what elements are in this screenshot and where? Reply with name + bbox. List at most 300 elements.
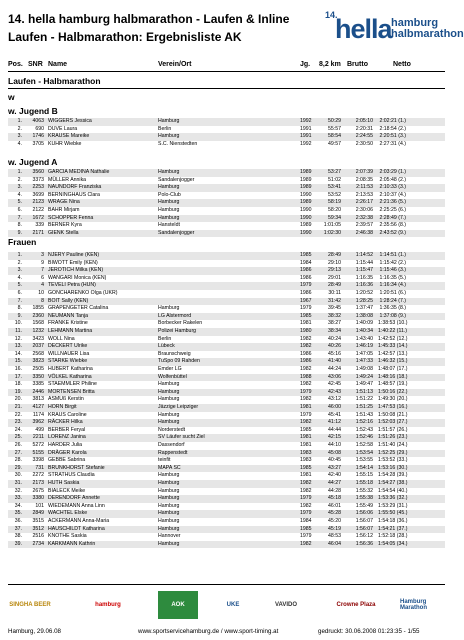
table-cell: 1983 xyxy=(300,457,312,464)
table-cell: 38:27 xyxy=(328,320,341,327)
table-cell: 46:01 xyxy=(328,502,341,509)
table-cell: 58:19 xyxy=(328,199,341,206)
table-cell: 2675 xyxy=(32,487,44,494)
section-frauen: Frauen xyxy=(8,237,37,247)
table-cell: BERNER Kyra xyxy=(48,222,82,229)
table-cell: 1. xyxy=(17,169,22,175)
table-cell: 1981 xyxy=(300,320,312,327)
table-cell: NJERY Pauline (KEN) xyxy=(48,252,100,258)
table-row xyxy=(8,495,445,503)
table-cell: 3515 xyxy=(32,518,44,524)
table-row xyxy=(8,336,445,344)
table-row xyxy=(8,267,445,275)
table-cell: 7. xyxy=(17,297,22,304)
table-cell: 2:02:21 (1.) xyxy=(379,118,406,124)
table-cell: DRÄGER Karola xyxy=(48,449,87,456)
table-cell: 19. xyxy=(14,388,22,395)
table-cell: Emder LG xyxy=(158,366,182,372)
table-cell: S.C. Nienstedten xyxy=(158,140,198,147)
table-cell: RÄCKER Hilka xyxy=(48,419,83,426)
table-cell: DERENDORF Annette xyxy=(48,495,100,502)
table-cell: 58:54 xyxy=(328,133,341,140)
table-cell: 1:53:52 (33.) xyxy=(378,457,408,464)
section-event: Laufen - Halbmarathon xyxy=(8,76,101,86)
table-cell: 1990 xyxy=(300,214,312,221)
table-cell: 29:01 xyxy=(328,274,341,281)
table-cell: 1:55:32 xyxy=(355,487,373,494)
table-cell: Hamburg xyxy=(158,184,180,191)
table-cell: Berlin xyxy=(158,125,172,132)
table-row xyxy=(8,351,445,359)
hella-logo: 14. hella hamburg halbmarathon xyxy=(325,10,464,44)
table-cell: 1979 xyxy=(300,305,312,312)
table-row xyxy=(8,141,445,149)
table-cell: 1:49:24 xyxy=(355,373,373,380)
table-cell: 1982 xyxy=(300,487,312,494)
table-cell: 1. xyxy=(17,118,22,124)
table-cell: Sandalenjogger xyxy=(158,229,195,236)
table-cell: 1:54:54 (40.) xyxy=(378,487,408,494)
table-cell: 1:48:57 (19.) xyxy=(378,381,408,388)
table-cell: 1967 xyxy=(300,297,312,304)
table-cell: Hamburg xyxy=(158,199,180,206)
table-cell: 1:56:07 xyxy=(355,525,373,532)
table-cell: Hamburg xyxy=(158,388,180,395)
table-cell: 45:41 xyxy=(328,411,341,418)
table-cell: 5. xyxy=(17,199,22,206)
table-cell: 1979 xyxy=(300,495,312,502)
table-cell: 27. xyxy=(14,449,22,456)
table-cell: 1982 xyxy=(300,366,312,372)
table-cell: 1990 xyxy=(300,207,312,213)
table-cell: 42:45 xyxy=(328,381,341,388)
table-cell: STRATHUS Claudia xyxy=(48,472,95,479)
table-cell: 1:49:47 xyxy=(355,381,373,388)
table-row xyxy=(8,313,445,321)
table-cell: 3423 xyxy=(32,335,44,342)
table-cell: 1:54:05 (34.) xyxy=(378,540,408,547)
table-cell: 1:48:07 (17.) xyxy=(378,366,408,372)
table-cell: 1982 xyxy=(300,502,312,509)
table-cell: 2:11:53 xyxy=(356,184,373,191)
table-cell: 1:16:34 (4.) xyxy=(379,282,406,289)
table-cell: Wolfenbüttel xyxy=(158,373,187,380)
table-row xyxy=(8,199,445,207)
table-cell: 1:43:40 xyxy=(355,335,373,342)
table-cell: 1989 xyxy=(300,199,312,206)
table-cell: 13. xyxy=(14,343,22,350)
table-cell: 1:47:05 xyxy=(355,350,373,357)
table-cell: 1989 xyxy=(300,222,312,229)
table-cell: 33. xyxy=(14,495,22,502)
table-cell: 1:54:18 (36.) xyxy=(378,518,408,524)
table-cell: 1:56:36 xyxy=(355,540,373,547)
table-cell: 1:15:46 (3.) xyxy=(379,267,406,274)
table-row xyxy=(8,328,445,336)
table-cell: WANGARI Monica (KEN) xyxy=(48,274,107,281)
table-cell: Hamburg xyxy=(158,419,180,426)
table-cell: 40:24 xyxy=(328,335,341,342)
table-cell: 3 xyxy=(41,252,44,258)
table-cell: LG Alstermord xyxy=(158,312,192,319)
table-cell: ACKERMANN Anna-Maria xyxy=(48,518,110,524)
table-cell: 1985 xyxy=(300,426,312,433)
table-cell: GONCHARENKO Olga (UKR) xyxy=(48,290,118,296)
table-cell: 2:10:33 (3.) xyxy=(379,184,406,191)
table-cell: 1:51:13 xyxy=(355,388,373,395)
table-cell: 1:55:18 xyxy=(355,480,373,486)
table-cell: 2:43:52 (9.) xyxy=(379,229,406,236)
table-cell: 1982 xyxy=(300,381,312,388)
table-cell: 41:12 xyxy=(328,419,341,426)
page-subtitle: Laufen - Halbmarathon: Ergebnisliste AK xyxy=(8,30,242,44)
table-cell: 1:53:55 xyxy=(355,457,373,464)
table-row xyxy=(8,358,445,366)
table-cell: 1979 xyxy=(300,533,312,540)
table-cell: Hamburg xyxy=(158,487,180,494)
table-cell: Rappenstedt xyxy=(158,449,188,456)
table-cell: 4. xyxy=(17,274,22,281)
table-cell: 44:27 xyxy=(328,480,341,486)
table-cell: teinfit xyxy=(158,457,171,464)
table-cell: 1990 xyxy=(300,191,312,198)
table-row xyxy=(8,184,445,192)
table-row xyxy=(8,434,445,442)
table-cell: 1174 xyxy=(32,411,44,418)
table-cell: 34. xyxy=(14,502,22,509)
table-cell: 3. xyxy=(17,133,22,140)
table-cell: 45:20 xyxy=(328,518,341,524)
table-cell: 42:43 xyxy=(328,388,341,395)
aok-logo: AOK xyxy=(158,591,198,619)
table-row xyxy=(8,126,445,134)
table-cell: 7 xyxy=(41,267,44,274)
table-cell: 35. xyxy=(14,510,22,517)
table-cell: BERBER Feryal xyxy=(48,426,86,433)
table-cell: GARCIA MEDINA Nathalie xyxy=(48,169,110,175)
marathon-logo: Hamburg Marathon xyxy=(400,599,427,611)
table-cell: 1:20:52 xyxy=(355,290,373,296)
table-cell: 1:55:38 xyxy=(355,495,373,502)
page-header xyxy=(8,8,464,58)
table-row xyxy=(8,381,445,389)
table-cell: 3. xyxy=(17,184,22,191)
table-cell: 2171 xyxy=(32,229,44,236)
table-cell: 40:26 xyxy=(328,343,341,350)
table-cell: Hamburg xyxy=(158,133,180,140)
table-row xyxy=(8,541,445,549)
table-cell: 43:06 xyxy=(328,373,341,380)
table-cell: 4. xyxy=(17,140,22,147)
table-cell: TEVELI Petra (HUN) xyxy=(48,282,96,289)
table-cell: Hamburg xyxy=(158,480,180,486)
table-row xyxy=(8,510,445,518)
table-cell: Hamburg xyxy=(158,495,180,502)
table-cell: 1988 xyxy=(300,373,312,380)
table-cell: 9. xyxy=(17,229,22,236)
table-cell: 1982 xyxy=(300,540,312,547)
section-jugend-a: w. Jugend A xyxy=(8,157,58,167)
table-cell: 18. xyxy=(14,381,22,388)
table-cell: 2:03:29 (1.) xyxy=(379,169,406,175)
table-cell: 1985 xyxy=(300,464,312,471)
table-row xyxy=(8,290,445,298)
table-cell: Hamburg xyxy=(158,510,180,517)
table-cell: 23. xyxy=(14,419,22,426)
table-row xyxy=(8,252,445,260)
table-row xyxy=(8,207,445,215)
table-cell: KRAUSE Mareike xyxy=(48,133,90,140)
table-cell: 1:49:08 xyxy=(355,366,373,372)
table-cell: 690 xyxy=(35,125,44,132)
table-cell: 1981 xyxy=(300,404,312,410)
table-cell: WOLL Nina xyxy=(48,335,75,342)
table-cell: 1746 xyxy=(32,133,44,140)
table-cell: 1:47:33 xyxy=(355,358,373,365)
table-cell: 1:52:46 xyxy=(355,434,373,441)
table-row xyxy=(8,389,445,397)
table-cell: 3560 xyxy=(32,169,44,175)
table-cell: 2173 xyxy=(32,480,44,486)
table-cell: 1981 xyxy=(300,442,312,448)
table-cell: 5272 xyxy=(32,442,44,448)
table-cell: 38. xyxy=(14,533,22,540)
table-cell: 43:12 xyxy=(328,396,341,403)
table-cell: 1982 xyxy=(300,480,312,486)
table-cell: 3699 xyxy=(32,191,44,198)
table-cell: 44:24 xyxy=(328,366,341,372)
table-cell: 4. xyxy=(17,191,22,198)
table-cell: 1232 xyxy=(32,328,44,334)
table-cell: SV Läufer sucht Ziel xyxy=(158,434,205,441)
table-cell: 2. xyxy=(17,259,22,266)
table-cell: 46:00 xyxy=(328,404,341,410)
table-cell: 7. xyxy=(17,214,22,221)
table-cell: 499 xyxy=(35,426,44,433)
table-cell: HORN Birgit xyxy=(48,404,77,410)
table-cell: 1:51:26 (23.) xyxy=(378,434,408,441)
table-cell: 1:40:22 (11.) xyxy=(378,328,408,334)
table-cell: 9. xyxy=(17,312,22,319)
table-row xyxy=(8,503,445,511)
table-cell: 1:56:07 xyxy=(355,518,373,524)
table-cell: 1:15:44 xyxy=(355,259,373,266)
table-row xyxy=(8,169,445,177)
table-cell: 6. xyxy=(17,207,22,213)
table-cell: 3398 xyxy=(32,457,44,464)
table-cell: 2:08:35 xyxy=(355,176,373,183)
table-cell: 1:52:03 (27.) xyxy=(378,419,408,426)
table-row xyxy=(8,133,445,141)
table-cell: 31:42 xyxy=(328,297,341,304)
table-row xyxy=(8,419,445,427)
table-cell: 1986 xyxy=(300,290,312,296)
table-cell: 28. xyxy=(14,457,22,464)
table-cell: 3350 xyxy=(32,373,44,380)
table-cell: Borbecker Rakelen xyxy=(158,320,203,327)
table-cell: 45:18 xyxy=(328,495,341,502)
table-cell: 1:51:43 xyxy=(355,411,373,418)
table-cell: BIWOTT Emily (KEN) xyxy=(48,259,98,266)
table-cell: 39. xyxy=(14,540,22,547)
table-cell: 1:53:16 (30.) xyxy=(378,464,408,471)
table-cell: 59:34 xyxy=(328,214,341,221)
table-row xyxy=(8,215,445,223)
table-row xyxy=(8,450,445,458)
table-cell: 3. xyxy=(17,267,22,274)
table-cell: 1979 xyxy=(300,411,312,418)
table-cell: 1:14:52 xyxy=(355,252,373,258)
table-cell: 2211 xyxy=(32,434,44,441)
table-cell: 6. xyxy=(17,290,22,296)
table-cell: Hamburg xyxy=(158,518,180,524)
table-cell: 1:50:08 (21.) xyxy=(378,411,408,418)
table-cell: 1979 xyxy=(300,510,312,517)
table-cell: 2:25:25 (6.) xyxy=(379,207,406,213)
table-cell: Polo-Club xyxy=(158,191,181,198)
table-cell: 1:38:53 (10.) xyxy=(378,320,408,327)
table-cell: 1:54:14 xyxy=(355,464,373,471)
table-row xyxy=(8,320,445,328)
table-row xyxy=(8,222,445,230)
table-cell: 1:20:51 (6.) xyxy=(379,290,406,296)
table-cell: 1986 xyxy=(300,350,312,357)
table-cell: GIENK Stella xyxy=(48,229,79,236)
table-cell: 20. xyxy=(14,396,22,403)
table-cell: 24. xyxy=(14,426,22,433)
table-cell: 2:20:51 (3.) xyxy=(379,133,406,140)
table-cell: WIGGERS Jessica xyxy=(48,118,92,124)
table-cell: 1:56:12 xyxy=(355,533,373,540)
table-cell: Sandalenjogger xyxy=(158,176,195,183)
table-cell: 1986 xyxy=(300,267,312,274)
table-cell: 2:05:48 (2.) xyxy=(379,176,406,183)
table-cell: 1:52:25 (29.) xyxy=(378,449,408,456)
table-cell: 53:52 xyxy=(328,191,341,198)
table-cell: 1981 xyxy=(300,434,312,441)
table-cell: STAEMMLER Philine xyxy=(48,381,97,388)
table-cell: 1:15:47 xyxy=(355,267,373,274)
table-cell: 22. xyxy=(14,411,22,418)
table-cell: 4127 xyxy=(32,404,44,410)
table-cell: Hansteldt xyxy=(158,222,180,229)
table-cell: 1:53:29 (31.) xyxy=(378,502,408,509)
singha-logo: SINGHA BEER xyxy=(9,602,51,608)
table-cell: 2:20:31 xyxy=(355,125,373,132)
table-cell: 29:13 xyxy=(328,267,341,274)
table-cell: 1:42:52 (12.) xyxy=(378,335,408,342)
table-row xyxy=(8,192,445,200)
table-cell: Hamburg xyxy=(158,214,180,221)
table-cell: WILLNAUER Lisa xyxy=(48,350,90,357)
table-cell: KUHR Wiebke xyxy=(48,140,82,147)
table-row xyxy=(8,396,445,404)
table-cell: 2:05:10 xyxy=(355,118,373,124)
table-cell: 3373 xyxy=(32,176,44,183)
table-cell: 11. xyxy=(15,328,22,334)
table-cell: TuSpo 09 Rahden xyxy=(158,358,200,365)
table-cell: KRAUS Caroline xyxy=(48,411,87,418)
table-cell: 1:50:16 (22.) xyxy=(378,388,408,395)
table-cell: 1855 xyxy=(32,305,44,312)
footer-printed: gedruckt: 30.06.2008 01:23:35 - 1/55 xyxy=(318,628,420,635)
table-cell: GEBBE Sabrina xyxy=(48,457,86,464)
table-cell: 1984 xyxy=(300,259,312,266)
table-cell: 1982 xyxy=(300,343,312,350)
table-cell: 1985 xyxy=(300,312,312,319)
table-cell: 49:57 xyxy=(328,140,341,147)
table-row xyxy=(8,275,445,283)
table-cell: 1:55:49 xyxy=(355,502,373,509)
table-cell: 48:53 xyxy=(328,533,341,540)
table-cell: 2:13:53 xyxy=(355,191,373,198)
table-cell: 2:18:54 (2.) xyxy=(379,125,406,132)
sponsor-bar xyxy=(8,584,445,627)
table-cell: LEHMANN Martina xyxy=(48,328,93,334)
table-cell: Hamburg xyxy=(158,381,180,388)
table-row xyxy=(8,366,445,374)
table-cell: 1:16:36 xyxy=(355,282,373,289)
table-cell: 1982 xyxy=(300,419,312,426)
table-cell: HUBERT Katharina xyxy=(48,366,93,372)
table-cell: 5. xyxy=(17,282,22,289)
table-cell: 2. xyxy=(17,176,22,183)
table-cell: 42:15 xyxy=(328,434,341,441)
table-cell: 1992 xyxy=(300,140,312,147)
table-cell: 28:49 xyxy=(328,282,341,289)
table-cell: NEUMANN Tanja xyxy=(48,312,88,319)
table-cell: 8. xyxy=(17,305,22,312)
table-cell: 31. xyxy=(14,480,22,486)
table-cell: 1989 xyxy=(300,184,312,191)
table-cell: 2:32:38 xyxy=(355,214,373,221)
table-cell: 3813 xyxy=(32,396,44,403)
table-cell: Hamburg xyxy=(158,525,180,532)
table-row xyxy=(8,465,445,473)
table-cell: 4 xyxy=(41,282,44,289)
table-cell: 1:53:54 xyxy=(355,449,373,456)
table-cell: 10. xyxy=(14,320,22,327)
table-cell: 36. xyxy=(14,518,22,524)
table-cell: 1:01:05 xyxy=(323,222,341,229)
page-title: 14. hella hamburg halbmarathon - Laufen & Inline xyxy=(8,12,290,26)
table-cell: 1:52:58 xyxy=(355,442,373,448)
table-cell: 15. xyxy=(14,358,22,365)
table-cell: 3962 xyxy=(32,419,44,426)
table-cell: 2360 xyxy=(32,312,44,319)
table-cell: 16. xyxy=(14,366,22,372)
table-row xyxy=(8,442,445,450)
table-cell: 1982 xyxy=(300,335,312,342)
table-cell: 1990 xyxy=(300,229,312,236)
table-cell: 26. xyxy=(14,442,22,448)
table-cell: 25. xyxy=(14,434,22,441)
table-cell: 1986 xyxy=(300,358,312,365)
table-cell: 1:47:53 (16.) xyxy=(378,404,408,410)
table-cell: 1979 xyxy=(300,388,312,395)
table-cell: BOIT Sally (KEN) xyxy=(48,297,89,304)
crowne-plaza-logo: Crowne Plaza xyxy=(336,602,376,608)
table-cell: 2:21:36 (5.) xyxy=(379,199,406,206)
table-cell: 41:40 xyxy=(328,358,341,365)
table-cell: 8. xyxy=(17,222,22,229)
table-row xyxy=(8,404,445,412)
table-cell: 4063 xyxy=(32,118,44,124)
table-cell: 43:27 xyxy=(328,464,341,471)
table-cell: 5155 xyxy=(32,449,44,456)
table-cell: 1:28:25 xyxy=(355,297,373,304)
divider xyxy=(8,88,445,89)
